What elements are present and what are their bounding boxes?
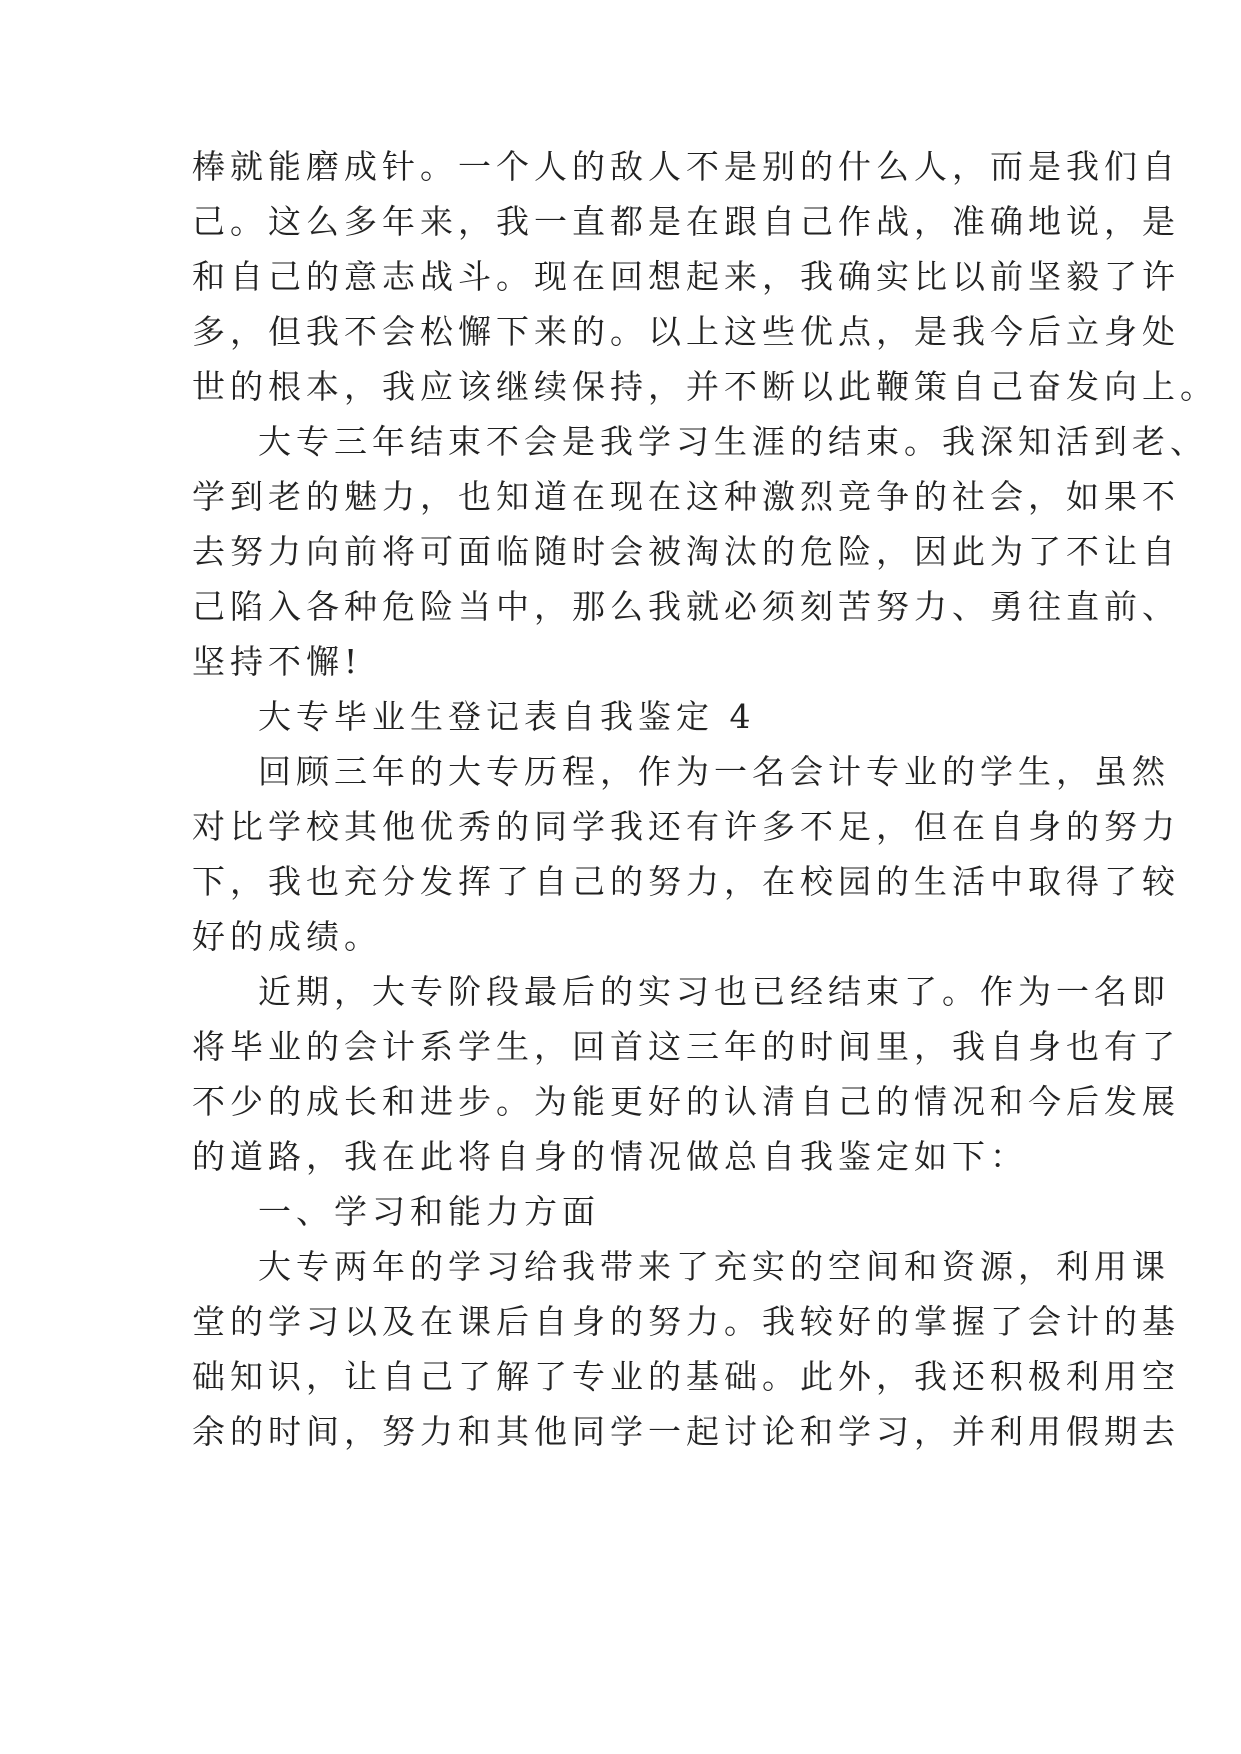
text-line: 学到老的魅力，也知道在现在这种激烈竞争的社会，如果不 <box>192 477 1180 516</box>
text-line: 对比学校其他优秀的同学我还有许多不足，但在自身的努力 <box>192 807 1180 846</box>
text-line: 大专两年的学习给我带来了充实的空间和资源，利用课 <box>258 1247 1170 1286</box>
text-line: 堂的学习以及在课后自身的努力。我较好的掌握了会计的基 <box>192 1302 1180 1341</box>
text-line: 世的根本，我应该继续保持，并不断以此鞭策自己奋发向上。 <box>192 367 1218 406</box>
text-line: 近期，大专阶段最后的实习也已经结束了。作为一名即 <box>258 972 1170 1011</box>
text-line: 坚持不懈! <box>192 642 363 681</box>
text-line: 己陷入各种危险当中，那么我就必须刻苦努力、勇往直前、 <box>192 587 1180 626</box>
text-line: 多，但我不会松懈下来的。以上这些优点，是我今后立身处 <box>192 312 1180 351</box>
text-line: 己。这么多年来，我一直都是在跟自己作战，准确地说，是 <box>192 202 1180 241</box>
text-line: 的道路，我在此将自身的情况做总自我鉴定如下： <box>192 1137 1028 1176</box>
text-line: 去努力向前将可面临随时会被淘汰的危险，因此为了不让自 <box>192 532 1180 571</box>
text-line: 和自己的意志战斗。现在回想起来，我确实比以前坚毅了许 <box>192 257 1180 296</box>
section-heading: 一、学习和能力方面 <box>258 1192 600 1231</box>
text-line: 础知识，让自己了解了专业的基础。此外，我还积极利用空 <box>192 1357 1180 1396</box>
text-line: 下，我也充分发挥了自己的努力，在校园的生活中取得了较 <box>192 862 1180 901</box>
text-line: 回顾三年的大专历程，作为一名会计专业的学生，虽然 <box>258 752 1170 791</box>
text-line: 大专三年结束不会是我学习生涯的结束。我深知活到老、 <box>258 422 1208 461</box>
text-line: 不少的成长和进步。为能更好的认清自己的情况和今后发展 <box>192 1082 1180 1121</box>
text-line: 将毕业的会计系学生，回首这三年的时间里，我自身也有了 <box>192 1027 1180 1066</box>
text-line: 棒就能磨成针。一个人的敌人不是别的什么人，而是我们自 <box>192 147 1180 186</box>
text-line: 好的成绩。 <box>192 917 382 956</box>
section-heading: 大专毕业生登记表自我鉴定 4 <box>258 697 756 736</box>
text-line: 余的时间，努力和其他同学一起讨论和学习，并利用假期去 <box>192 1412 1180 1451</box>
